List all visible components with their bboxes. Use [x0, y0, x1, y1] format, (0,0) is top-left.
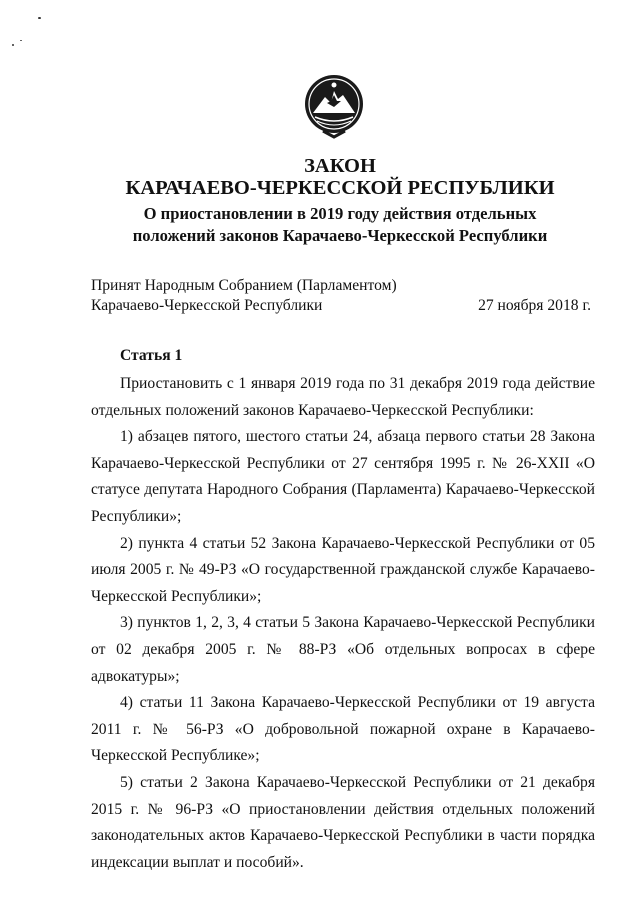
adoption-row: [91, 296, 591, 316]
law-title: ЗАКОН: [304, 155, 376, 177]
law-subject-line-2: положений законов Карачаево-Черкесской Республики: [132, 226, 548, 245]
adoption-info: [91, 276, 591, 316]
article-paragraph: 1) абзацев пятого, шестого статьи 24, абзаца первого статьи 28 Закона Карачаево-Черкесской Республики от 27 сентября 1995 г. № 26-XXII «О статусе депутата Народного Собрания (Парламента) Карачаево-Черкесской Республики»;: [91, 428, 595, 525]
republic-title: КАРАЧАЕВО-ЧЕРКЕССКОЙ РЕСПУБЛИКИ: [125, 177, 555, 199]
adoption-date: 27 ноября 2018 г.: [478, 297, 591, 314]
article-paragraph: Приостановить с 1 января 2019 года по 31 декабря 2019 года действие отдельных положений законов Карачаево-Черкесской Республики:: [91, 375, 595, 419]
article-paragraph: 3) пунктов 1, 2, 3, 4 статьи 5 Закона Карачаево-Черкесской Республики от 02 декабря 2005 г. № 88-РЗ «Об отдельных вопросах в сфере адвокатуры»;: [91, 614, 595, 685]
scan-speck: [12, 44, 14, 46]
adoption-line-1: Принят Народным Собранием (Парламентом): [91, 277, 397, 294]
article-paragraph: 4) статьи 11 Закона Карачаево-Черкесской Республики от 19 августа 2011 г. № 56-РЗ «О добровольной пожарной охране в Карачаево-Черкесской Республике»;: [91, 694, 595, 765]
article-paragraph: 5) статьи 2 Закона Карачаево-Черкесской Республики от 21 декабря 2015 г. № 96-РЗ «О приостановлении действия отдельных положений законодательных актов Карачаево-Черкесской Республики в части порядка индексации выплат и пособий».: [91, 773, 595, 871]
scan-speck: [20, 40, 22, 41]
coat-of-arms-icon: [303, 73, 365, 139]
article-body: [91, 371, 595, 876]
scan-speck: [38, 17, 41, 19]
article-paragraph: 2) пункта 4 статьи 52 Закона Карачаево-Черкесской Республики от 05 июля 2005 г. № 49-РЗ «О государственной гражданской службе Карачаево-Черкесской Республики»;: [91, 534, 595, 605]
article-heading: Статья 1: [120, 347, 183, 364]
adoption-line-2: Карачаево-Черкесской Республики: [91, 297, 323, 314]
law-subject: [60, 203, 620, 247]
law-subject-line-1: О приостановлении в 2019 году действия отдельных: [143, 204, 537, 223]
